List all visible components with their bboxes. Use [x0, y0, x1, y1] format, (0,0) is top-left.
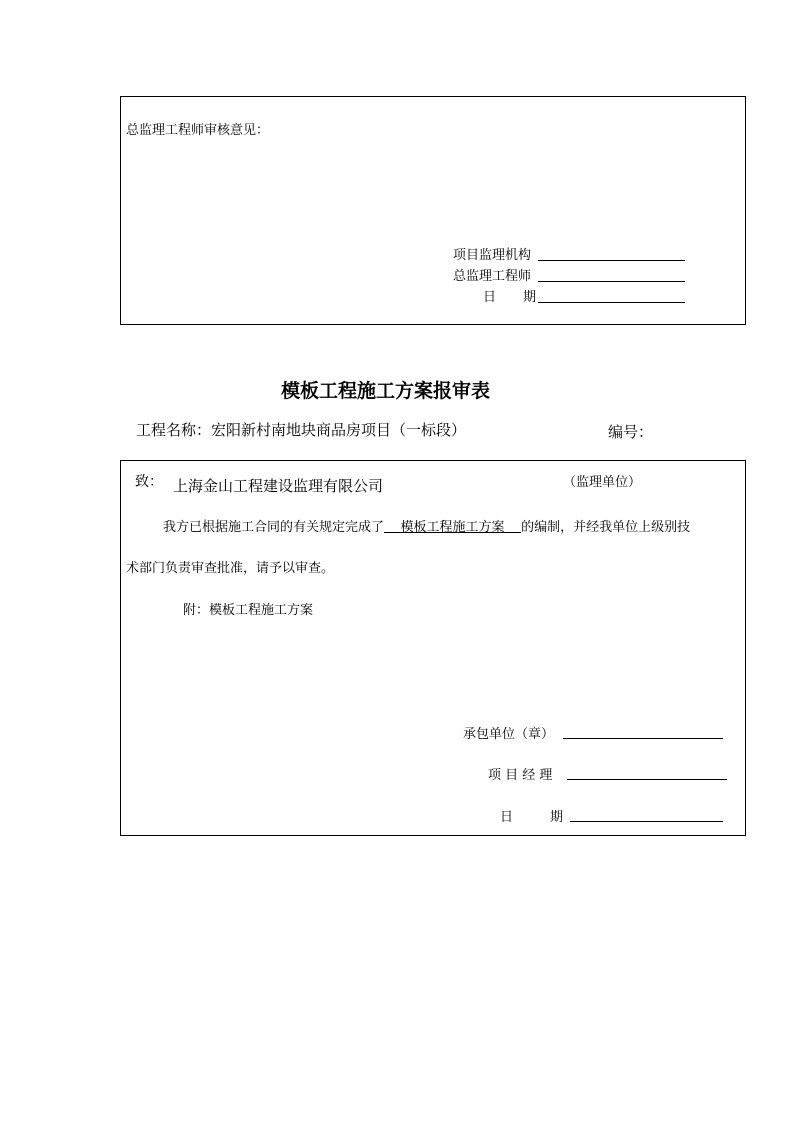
supervision-org-signature-line [538, 260, 685, 261]
supervision-org-label: 项目监理机构 [453, 248, 532, 263]
bottom-date-label-period: 期 [550, 810, 564, 825]
body-blank-tail [505, 520, 522, 535]
contractor-signature-line [563, 738, 723, 739]
project-manager-signature-line [567, 779, 727, 780]
top-date-label-day: 日 [483, 290, 497, 305]
form-title: 模板工程施工方案报审表 [281, 380, 491, 402]
bottom-date-label-day: 日 [500, 810, 514, 825]
body-text-part1: 我方已根据施工合同的有关规定完成了 [163, 520, 385, 535]
submission-box [120, 460, 746, 836]
chief-engineer-opinion-label: 总监理工程师审核意见： [126, 123, 270, 138]
to-label: 致： [135, 474, 163, 490]
supervisor-review-box [120, 96, 746, 325]
chief-engineer-signature-line [538, 281, 685, 282]
bottom-date-line [570, 821, 723, 822]
recipient-name: 上海金山工程建设监理有限公司 [173, 477, 384, 495]
project-name-label: 工程名称：宏阳新村南地块商品房项目（一标段） [136, 421, 467, 439]
chief-engineer-label: 总监理工程师 [453, 269, 532, 284]
top-date-line [538, 302, 685, 303]
plan-name-underlined: 模板工程施工方案 [400, 520, 505, 535]
top-date-label-period: 期 [523, 290, 537, 305]
body-blank-lead [384, 520, 401, 535]
attachment-label: 附：模板工程施工方案 [183, 603, 314, 618]
submission-body-line-1 [163, 516, 690, 535]
form-number-label: 编号： [608, 423, 654, 441]
project-manager-label: 项 目 经 理 [488, 768, 553, 783]
body-text-part2: 的编制，并经我单位上级别技 [521, 520, 691, 535]
recipient-role: （监理单位） [563, 475, 642, 490]
submission-body-line-2: 术部门负责审查批准，请予以审查。 [126, 561, 335, 576]
contractor-label: 承包单位（章） [463, 727, 555, 742]
